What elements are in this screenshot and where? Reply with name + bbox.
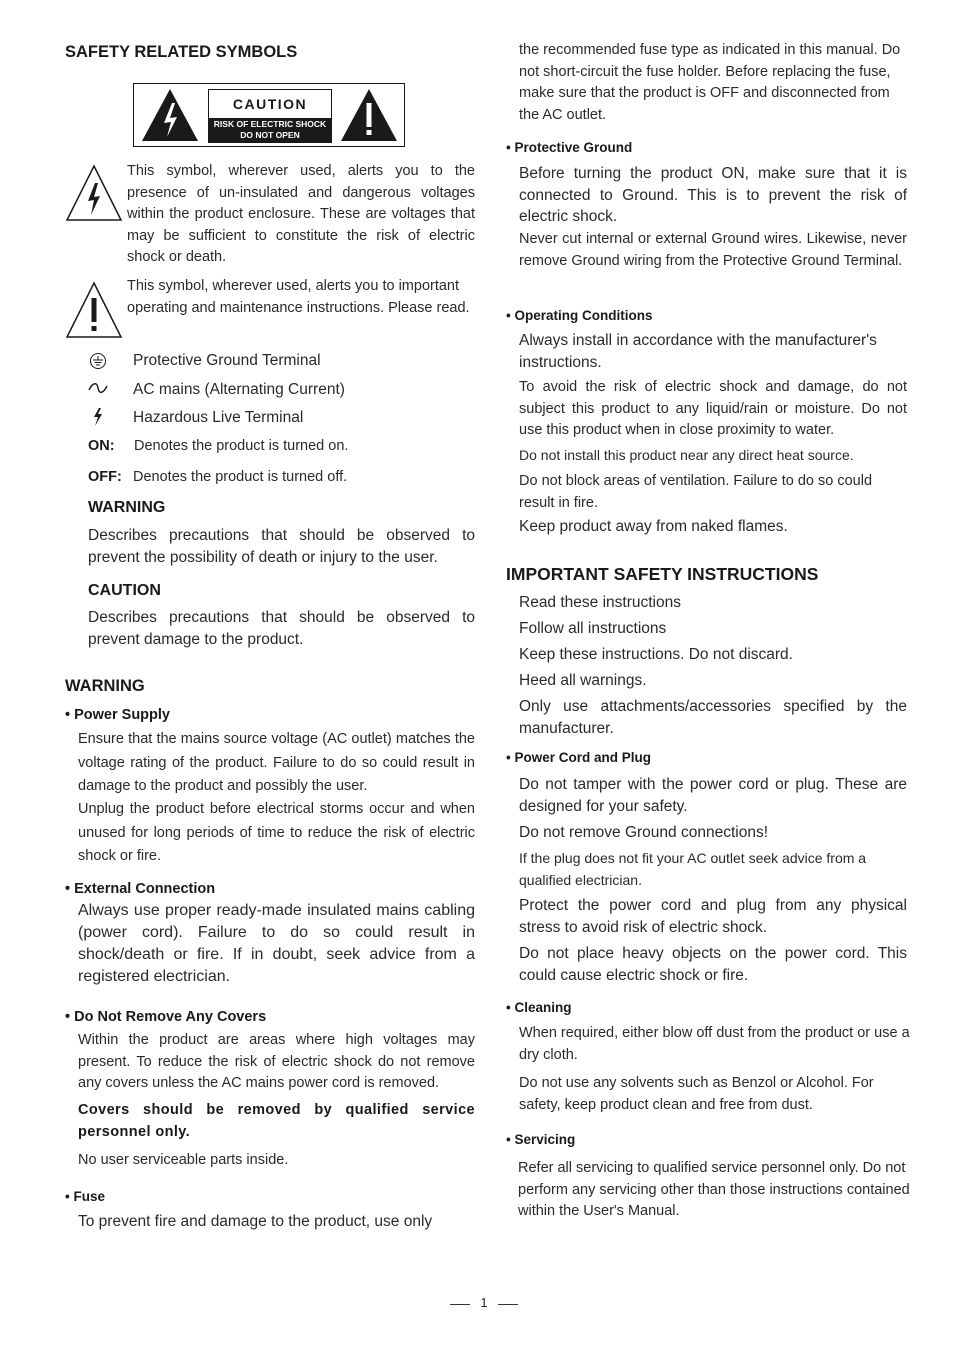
banner-line2: DO NOT OPEN: [240, 130, 300, 140]
exclamation-symbol-text: This symbol, wherever used, alerts you to important operating and maintenance instructions. Please read.: [127, 278, 470, 316]
warning-label: WARNING: [88, 499, 166, 516]
exclamation-warning-icon: [339, 87, 399, 143]
important-item-2: Follow all instructions: [519, 620, 667, 637]
covers-text-2: Covers should be removed by qualified service personnel only.: [78, 1102, 475, 1140]
ground-terminal-icon: [89, 352, 107, 370]
covers-heading: • Do Not Remove Any Covers: [65, 1009, 266, 1025]
fuse-text: To prevent fire and damage to the product, use only: [78, 1213, 433, 1230]
off-label: OFF:: [88, 469, 122, 485]
hazardous-live-icon: [92, 407, 104, 427]
power-supply-text-2: Unplug the product before electrical storms occur and when unused for long periods of time to reduce the risk of electric shock or fire.: [78, 801, 475, 864]
power-supply-text-1: Ensure that the mains source voltage (AC outlet) matches the voltage rating of the product. Failure to do so could result in damage to the product and possibly the user.: [78, 731, 475, 794]
power-cord-text-1: Do not tamper with the power cord or plug. These are designed for your safety.: [519, 776, 907, 815]
servicing-heading: • Servicing: [506, 1132, 575, 1147]
power-supply-heading: • Power Supply: [65, 707, 170, 723]
symbols-title: SAFETY RELATED SYMBOLS: [65, 43, 298, 61]
power-cord-text-3: If the plug does not fit your AC outlet seek advice from a qualified electrician.: [519, 850, 867, 888]
ground-terminal-label: Protective Ground Terminal: [133, 352, 321, 369]
ac-mains-label: AC mains (Alternating Current): [133, 381, 345, 398]
operating-text-3: Do not install this product near any direct heat source.: [519, 447, 854, 463]
on-text: Denotes the product is turned on.: [134, 438, 349, 454]
hazardous-live-label: Hazardous Live Terminal: [133, 409, 304, 426]
fuse-text-continued: the recommended fuse type as indicated in this manual. Do not short-circuit the fuse holder. Before replacing the fuse, make sure that the product is OFF and disconnected from the AC outlet.: [519, 42, 901, 123]
covers-text-1: Within the product are areas where high voltages may present. To reduce the risk of electric shock do not remove any covers unless the AC mains power cord is removed.: [78, 1032, 475, 1091]
cleaning-text-2: Do not use any solvents such as Benzol or Alcohol. For safety, keep product clean and free from dust.: [519, 1075, 874, 1113]
operating-conditions-heading: • Operating Conditions: [506, 308, 652, 323]
banner-caution-box: [208, 89, 332, 143]
operating-text-5: Keep product away from naked flames.: [519, 518, 788, 535]
power-cord-text-2: Do not remove Ground connections!: [519, 824, 768, 841]
page-number: 1: [450, 1295, 518, 1310]
power-cord-text-4: Protect the power cord and plug from any physical stress to avoid risk of electric shock.: [519, 897, 907, 936]
caution-description: Describes precautions that should be observed to prevent damage to the product.: [88, 609, 475, 648]
operating-text-4: Do not block areas of ventilation. Failure to do so could result in fire.: [519, 473, 873, 511]
power-cord-heading: • Power Cord and Plug: [506, 750, 651, 765]
covers-text-3: No user serviceable parts inside.: [78, 1152, 289, 1168]
warning-section-title: WARNING: [65, 677, 145, 695]
fuse-heading: • Fuse: [65, 1189, 105, 1204]
off-text: Denotes the product is turned off.: [133, 469, 348, 485]
warning-description: Describes precautions that should be observed to prevent the possibility of death or injury to the user.: [88, 527, 475, 566]
on-label: ON:: [88, 438, 115, 454]
operating-text-1: Always install in accordance with the manufacturer's instructions.: [519, 332, 877, 371]
important-item-4: Heed all warnings.: [519, 672, 647, 689]
exclamation-triangle-icon: [64, 280, 124, 340]
important-item-1: Read these instructions: [519, 594, 681, 611]
caution-label: CAUTION: [88, 582, 161, 599]
lightning-warning-icon: [140, 87, 200, 143]
caution-banner: [133, 83, 405, 147]
power-cord-text-5: Do not place heavy objects on the power cord. This could cause electric shock or fire.: [519, 945, 907, 984]
important-item-3: Keep these instructions. Do not discard.: [519, 646, 793, 663]
external-connection-text: Always use proper ready-made insulated mains cabling (power cord). Failure to do so could result in shock/death or fire. If in doubt, seek advice from a registered electrician.: [78, 902, 475, 985]
protective-ground-text-2: Never cut internal or external Ground wires. Likewise, never remove Ground wiring from the Protective Ground Terminal.: [519, 231, 907, 269]
important-safety-title: IMPORTANT SAFETY INSTRUCTIONS: [506, 564, 819, 584]
lightning-symbol-text: This symbol, wherever used, alerts you to the presence of un-insulated and dangerous voltages within the product enclosure. These are voltages that may be sufficient to constitute the risk of electric shock or death.: [127, 163, 475, 265]
ac-mains-icon: [87, 381, 109, 395]
banner-line1: RISK OF ELECTRIC SHOCK: [213, 119, 327, 129]
cleaning-heading: • Cleaning: [506, 1000, 572, 1015]
operating-text-2: To avoid the risk of electric shock and damage, do not subject this product to any liquid/rain or moisture. Do not use this product when in close proximity to water.: [519, 379, 907, 438]
lightning-triangle-icon: [64, 163, 124, 223]
servicing-text: Refer all servicing to qualified service personnel only. Do not perform any servicing other than those instructions contained within the User's Manual.: [518, 1160, 910, 1219]
protective-ground-text-1: Before turning the product ON, make sure that it is connected to Ground. This is to prevent the risk of electric shock.: [519, 165, 907, 225]
protective-ground-heading: • Protective Ground: [506, 140, 632, 155]
external-connection-heading: • External Connection: [65, 881, 215, 897]
cleaning-text-1: When required, either blow off dust from the product or use a dry cloth.: [519, 1025, 910, 1063]
banner-title: CAUTION: [232, 96, 308, 112]
banner-subtitle: [209, 118, 331, 142]
important-item-5: Only use attachments/accessories specified by the manufacturer.: [519, 698, 907, 737]
